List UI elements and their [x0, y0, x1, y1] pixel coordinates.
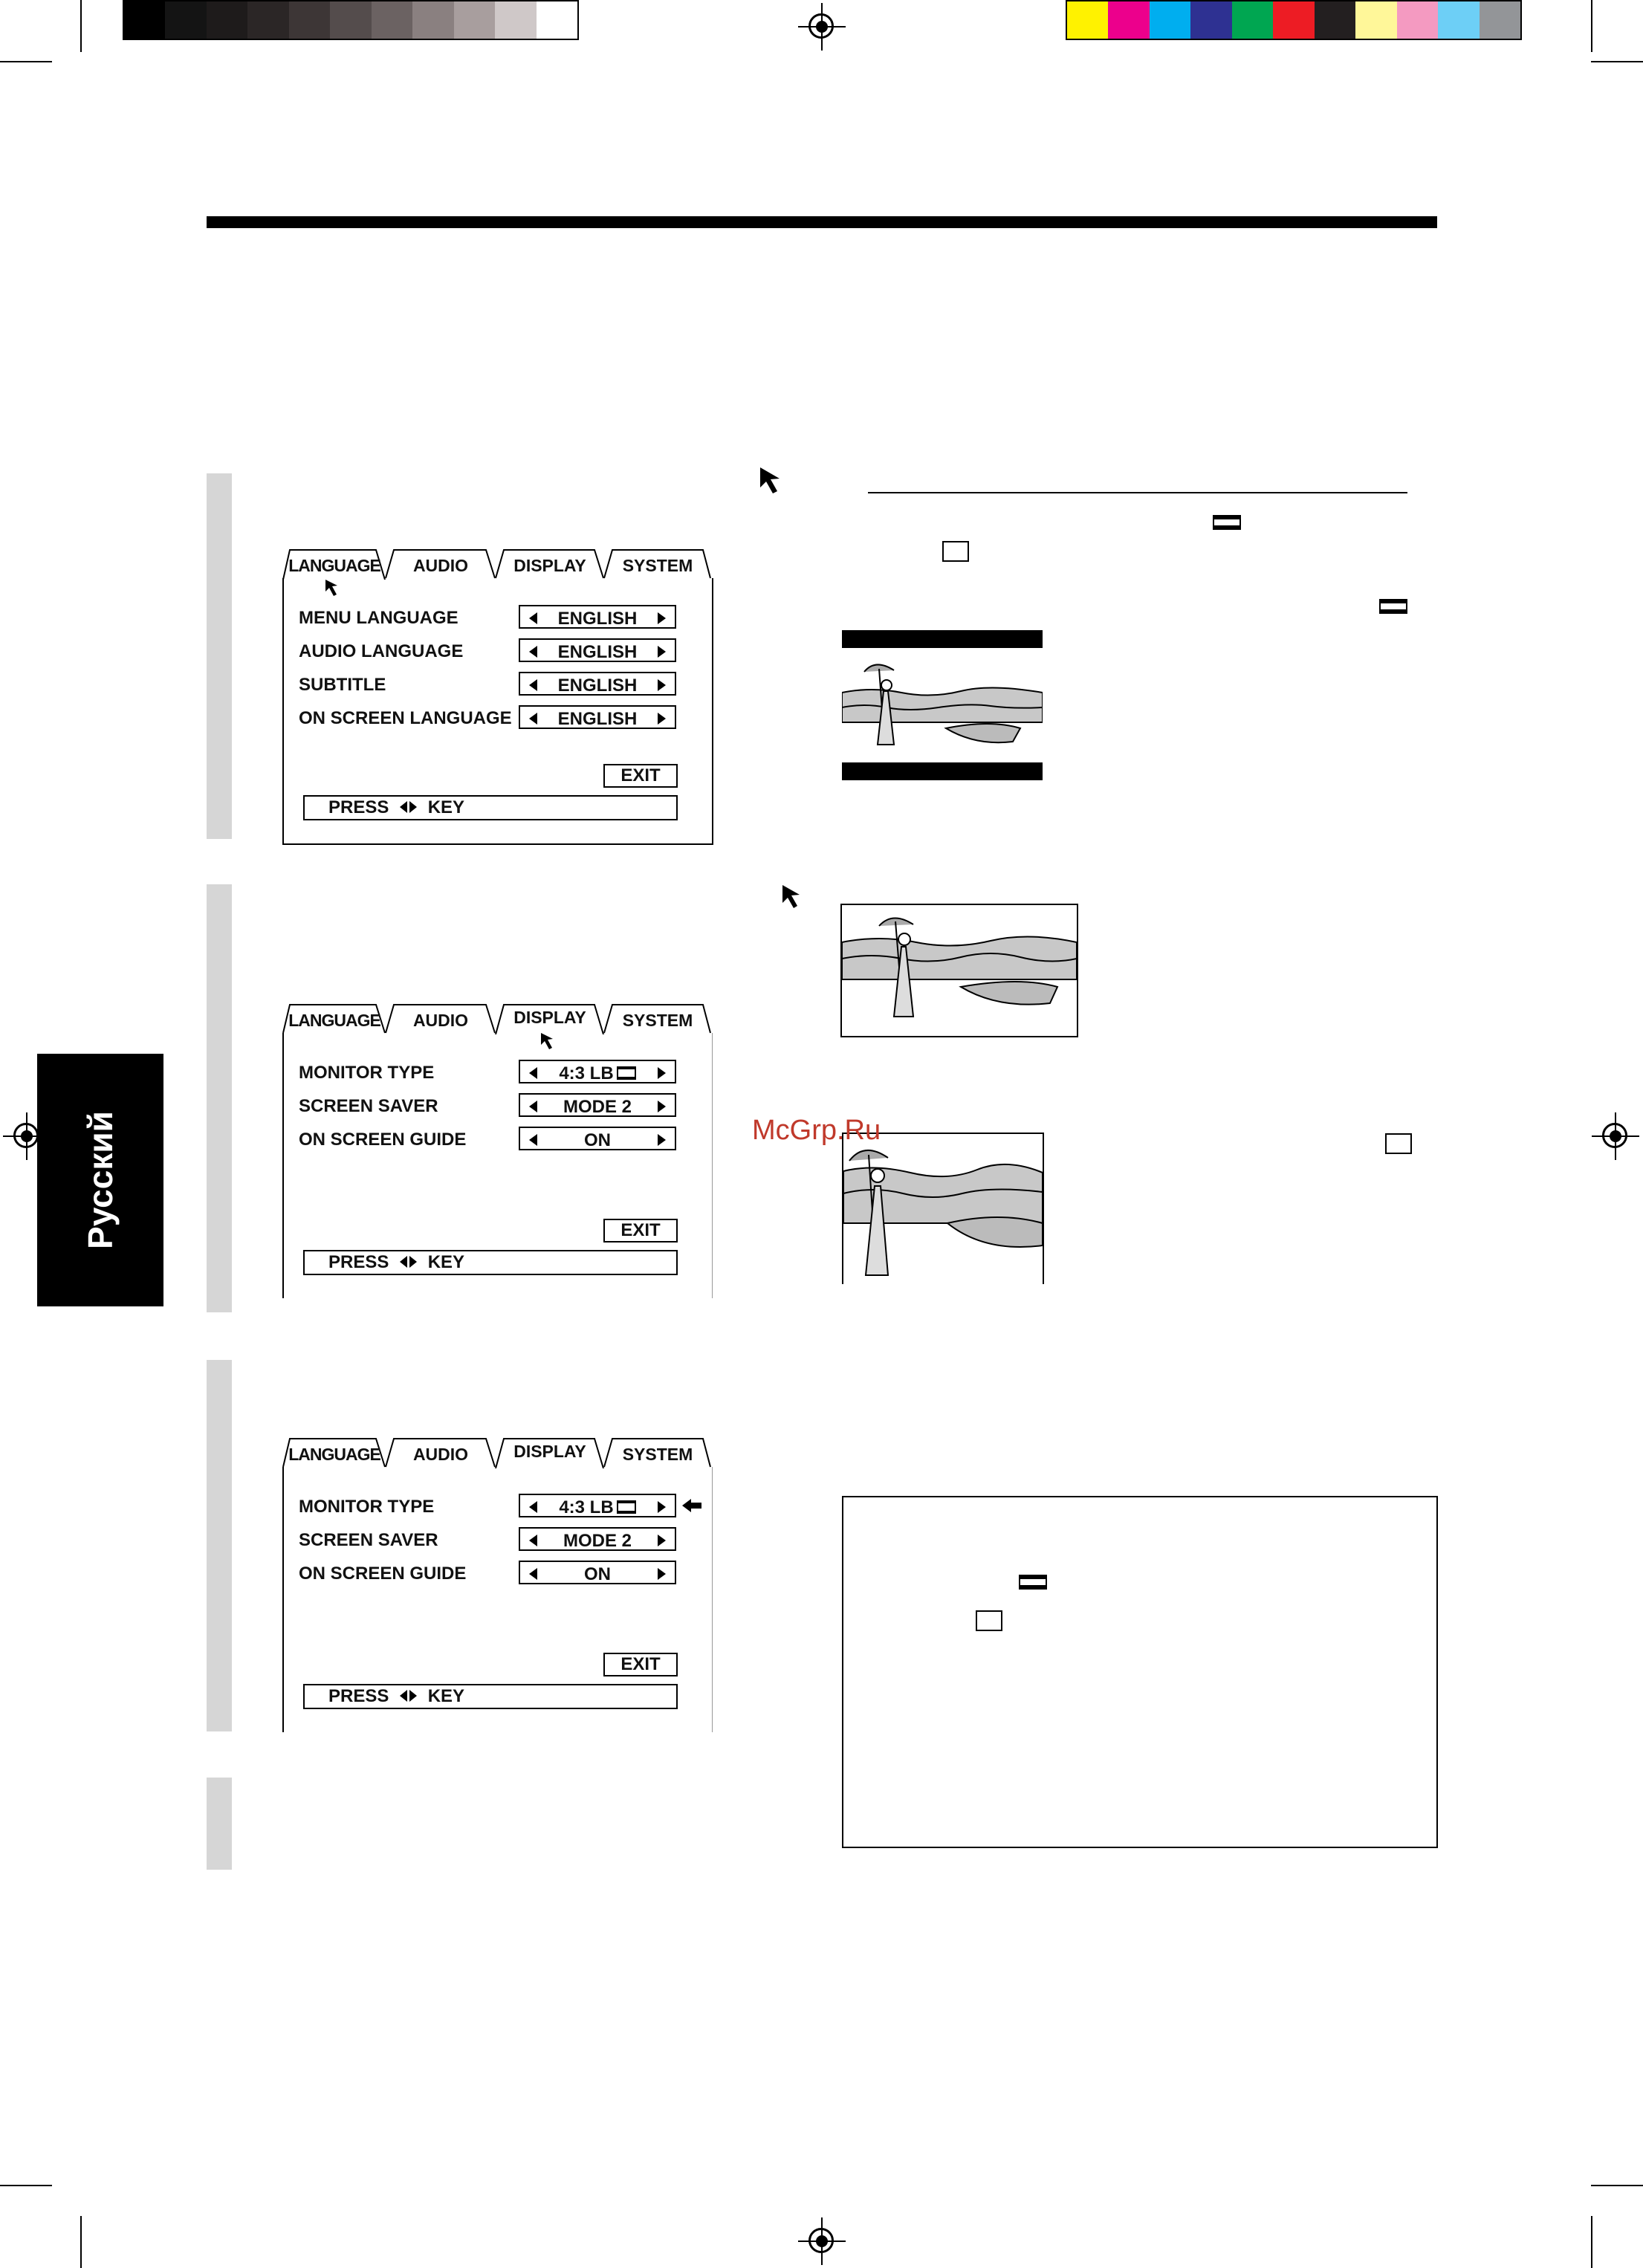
right-triangle-icon[interactable] — [658, 612, 666, 624]
select-monitor-type[interactable]: 4:3 LB — [519, 1060, 676, 1083]
gray-swatch — [207, 1, 247, 39]
right-triangle-icon[interactable] — [658, 679, 666, 691]
right-triangle-icon — [409, 801, 417, 813]
menu-body — [282, 1033, 713, 1298]
setup-menu-language — [282, 548, 712, 846]
color-swatch — [1480, 1, 1520, 39]
registration-mark — [1592, 1112, 1639, 1160]
tab-display[interactable]: DISPLAY — [495, 1437, 605, 1468]
gray-swatch — [372, 1, 412, 39]
right-triangle-icon — [409, 1690, 417, 1702]
crop-mark — [1591, 0, 1592, 52]
registration-mark — [798, 2217, 846, 2265]
tab-audio[interactable]: AUDIO — [385, 548, 496, 580]
letterbox-screen-icon — [1379, 599, 1407, 614]
select-screen-saver[interactable]: MODE 2 — [519, 1527, 676, 1551]
gray-swatch — [537, 1, 577, 39]
watermark: McGrp.Ru — [752, 1115, 881, 1146]
menu-label-audio-language: AUDIO LANGUAGE — [299, 641, 464, 661]
tab-system[interactable]: SYSTEM — [603, 1003, 712, 1034]
right-triangle-icon[interactable] — [658, 646, 666, 658]
tab-language[interactable]: LANGUAGE — [282, 1003, 386, 1034]
menu-label-monitor-type: MONITOR TYPE — [299, 1063, 435, 1083]
letterbox-screen-icon — [1213, 515, 1241, 530]
note-box — [842, 1496, 1438, 1848]
crop-mark — [80, 2216, 82, 2268]
tab-audio[interactable]: AUDIO — [385, 1003, 496, 1034]
crop-mark — [1591, 2185, 1643, 2186]
gray-swatch — [124, 1, 165, 39]
right-triangle-icon — [409, 1256, 417, 1268]
tab-system[interactable]: SYSTEM — [603, 1437, 712, 1468]
normal-screen-icon — [976, 1610, 1002, 1631]
beach-scene-image — [842, 905, 1077, 1036]
normal-screen-icon — [942, 541, 969, 562]
tab-system[interactable]: SYSTEM — [603, 548, 712, 580]
exit-button[interactable]: EXIT — [603, 764, 678, 788]
select-menu-language[interactable]: ENGLISH — [519, 605, 676, 629]
gray-swatch — [247, 1, 288, 39]
right-triangle-icon[interactable] — [658, 1501, 666, 1513]
color-swatch — [1438, 1, 1479, 39]
language-side-tab — [37, 1054, 163, 1306]
beach-scene-image — [843, 1134, 1043, 1284]
menu-label-screen-saver: SCREEN SAVER — [299, 1530, 438, 1550]
color-calibration-strip — [1066, 0, 1522, 40]
beach-scene-image — [842, 648, 1043, 762]
color-swatch — [1315, 1, 1355, 39]
selection-arrow-icon — [681, 1497, 703, 1514]
color-swatch — [1108, 1, 1149, 39]
press-key-hint: PRESS KEY — [303, 1250, 678, 1275]
gray-swatch — [330, 1, 371, 39]
left-triangle-icon — [400, 801, 407, 813]
right-triangle-icon[interactable] — [658, 1568, 666, 1580]
left-triangle-icon — [400, 1690, 407, 1702]
tab-display[interactable]: DISPLAY — [495, 548, 605, 580]
menu-label-subtitle: SUBTITLE — [299, 675, 386, 695]
exit-button[interactable]: EXIT — [603, 1219, 678, 1242]
section-rule — [868, 492, 1407, 493]
gray-swatch — [454, 1, 495, 39]
left-triangle-icon — [400, 1256, 407, 1268]
menu-label-on-screen-language: ON SCREEN LANGUAGE — [299, 708, 512, 728]
menu-label-monitor-type: MONITOR TYPE — [299, 1497, 435, 1517]
gray-swatch — [289, 1, 330, 39]
language-side-label: Русский — [81, 1111, 120, 1249]
right-triangle-icon[interactable] — [658, 1067, 666, 1079]
gray-swatch — [412, 1, 453, 39]
letterbox-screen-icon — [617, 1500, 636, 1514]
tab-language[interactable]: LANGUAGE — [282, 1437, 386, 1468]
gray-swatch — [495, 1, 536, 39]
color-swatch — [1355, 1, 1396, 39]
crop-mark — [80, 0, 82, 52]
color-swatch — [1067, 1, 1108, 39]
step-bar — [207, 1778, 232, 1870]
tab-display[interactable]: DISPLAY — [495, 1003, 605, 1034]
press-key-hint: PRESS KEY — [303, 795, 678, 820]
step-bar — [207, 884, 232, 1312]
right-triangle-icon[interactable] — [658, 1535, 666, 1546]
menu-body — [282, 578, 713, 845]
step-bar — [207, 473, 232, 839]
color-swatch — [1150, 1, 1190, 39]
gray-swatch — [165, 1, 206, 39]
select-on-screen-guide[interactable]: ON — [519, 1561, 676, 1584]
menu-label-on-screen-guide: ON SCREEN GUIDE — [299, 1130, 467, 1150]
grayscale-calibration-strip — [123, 0, 579, 40]
letterbox-screen-icon — [1019, 1575, 1047, 1590]
crop-mark — [0, 2185, 52, 2186]
menu-label-menu-language: MENU LANGUAGE — [299, 608, 458, 628]
menu-label-on-screen-guide: ON SCREEN GUIDE — [299, 1564, 467, 1584]
crop-mark — [0, 61, 52, 62]
right-triangle-icon[interactable] — [658, 1134, 666, 1146]
header-rule — [207, 216, 1437, 228]
select-screen-saver[interactable]: MODE 2 — [519, 1093, 676, 1117]
setup-menu-display-selected — [282, 1437, 712, 1734]
press-key-hint: PRESS KEY — [303, 1684, 678, 1709]
wide-crop-illustration — [842, 1133, 1044, 1284]
cursor-pointer-icon — [780, 883, 804, 910]
crop-mark — [1591, 2216, 1592, 2268]
select-monitor-type[interactable]: 4:3 LB — [519, 1494, 676, 1517]
select-on-screen-language[interactable]: ENGLISH — [519, 705, 676, 729]
menu-label-screen-saver: SCREEN SAVER — [299, 1096, 438, 1116]
color-swatch — [1397, 1, 1438, 39]
select-audio-language[interactable]: ENGLISH — [519, 638, 676, 662]
pan-scan-illustration — [840, 904, 1078, 1037]
letterbox-screen-icon — [617, 1066, 636, 1080]
letterbox-illustration — [842, 630, 1043, 780]
registration-mark — [798, 3, 846, 51]
color-swatch — [1190, 1, 1231, 39]
color-swatch — [1232, 1, 1273, 39]
crop-mark — [1591, 61, 1643, 62]
tab-language[interactable]: LANGUAGE — [282, 548, 386, 580]
step-bar — [207, 1360, 232, 1731]
color-swatch — [1273, 1, 1314, 39]
menu-body — [282, 1467, 713, 1732]
right-triangle-icon[interactable] — [658, 713, 666, 725]
setup-menu-display — [282, 1003, 712, 1300]
exit-button[interactable]: EXIT — [603, 1653, 678, 1676]
cursor-pointer-icon — [758, 465, 785, 495]
normal-screen-icon — [1385, 1133, 1412, 1154]
right-triangle-icon[interactable] — [658, 1101, 666, 1112]
select-subtitle[interactable]: ENGLISH — [519, 672, 676, 696]
tab-audio[interactable]: AUDIO — [385, 1437, 496, 1468]
select-on-screen-guide[interactable]: ON — [519, 1127, 676, 1150]
